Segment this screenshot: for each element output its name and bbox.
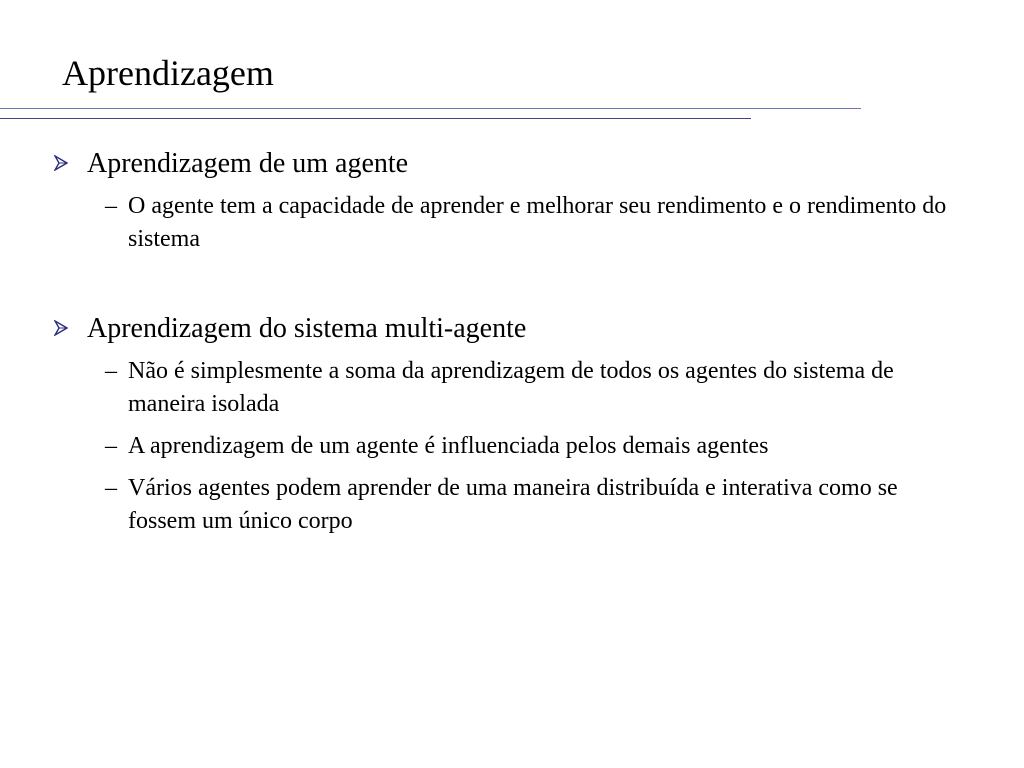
bullet-heading: [54, 146, 954, 182]
sub-item: [105, 355, 948, 421]
dash-icon: –: [105, 475, 117, 501]
arrow-icon: [54, 320, 68, 336]
bullet-text: Aprendizagem de um agente: [87, 148, 409, 179]
dash-icon: –: [105, 433, 117, 459]
bullet-heading: [54, 311, 954, 347]
dash-icon: –: [105, 358, 117, 384]
sub-item: [105, 190, 948, 256]
bullet-text: Aprendizagem do sistema multi-agente: [87, 313, 527, 344]
sub-item: [105, 472, 948, 538]
sub-item-text: A aprendizagem de um agente é influenciada pelos demais agentes: [128, 433, 769, 459]
sub-list: [54, 190, 954, 256]
sub-item-text: Vários agentes podem aprender de uma maneira distribuída e interativa como se fossem um único corpo: [128, 475, 898, 534]
bullet-item-system-learning: [54, 311, 954, 547]
sub-list: [54, 355, 954, 538]
sub-item: [105, 430, 948, 463]
bullet-item-agent-learning: [54, 146, 954, 265]
sub-item-text: Não é simplesmente a soma da aprendizagem de todos os agentes do sistema de maneira isolada: [128, 358, 894, 417]
sub-item-text: O agente tem a capacidade de aprender e melhorar seu rendimento e o rendimento do sistema: [128, 193, 947, 252]
arrow-icon: [54, 155, 68, 171]
slide-title: Aprendizagem: [62, 53, 274, 93]
dash-icon: –: [105, 193, 117, 219]
